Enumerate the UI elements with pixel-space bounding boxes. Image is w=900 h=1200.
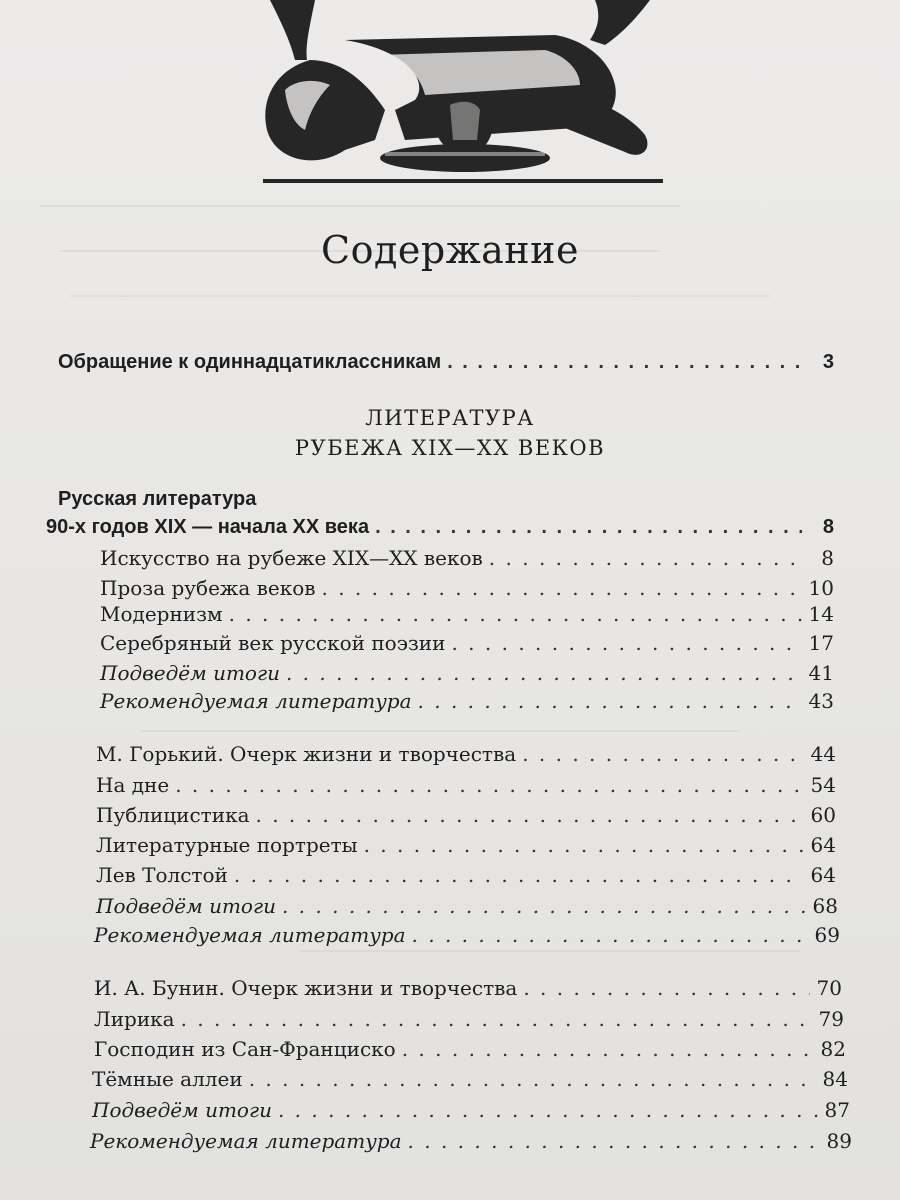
- toc-entry-page: 44: [810, 742, 836, 766]
- scroll-quill-illustration: [255, 0, 665, 192]
- dot-leader: [375, 514, 802, 540]
- toc-entry-label: Тёмные аллеи: [92, 1067, 243, 1091]
- toc-entry[interactable]: [96, 802, 836, 828]
- toc-entry-page: 43: [808, 689, 834, 713]
- toc-entry[interactable]: [94, 922, 840, 948]
- toc-entry-page: 79: [818, 1007, 844, 1031]
- toc-entry-label: Подведём итоги: [96, 894, 276, 918]
- dot-leader: [402, 1036, 814, 1062]
- toc-entry-page: 60: [810, 803, 836, 827]
- toc-entry-label: Господин из Сан-Франциско: [94, 1037, 396, 1061]
- dot-leader: [229, 601, 802, 627]
- dot-leader: [447, 349, 802, 375]
- toc-entry[interactable]: [46, 514, 834, 540]
- toc-entry-label: Серебряный век русской поэзии: [100, 631, 446, 655]
- dot-leader: [523, 975, 810, 1001]
- toc-entry-page: 64: [810, 833, 836, 857]
- dot-leader: [249, 1066, 816, 1092]
- toc-entry-label: М. Горький. Очерк жизни и творчества: [96, 742, 517, 766]
- toc-entry-page: 82: [820, 1037, 846, 1061]
- toc-entry-label: Лирика: [94, 1007, 175, 1031]
- toc-entry-page: 8: [822, 516, 834, 538]
- toc-entry-label: На дне: [96, 773, 170, 797]
- dot-leader: [489, 545, 802, 571]
- section-heading-line2: РУБЕЖА XIX—XX ВЕКОВ: [294, 436, 606, 460]
- toc-entry-page: 68: [812, 894, 838, 918]
- toc-entry-page: 89: [826, 1129, 852, 1153]
- dot-leader: [286, 660, 802, 686]
- toc-entry-page: 8: [821, 546, 834, 570]
- toc-entry-label: Рекомендуемая литература: [94, 923, 406, 947]
- toc-entry-label: Литературные портреты: [96, 833, 358, 857]
- dot-leader: [175, 772, 804, 798]
- toc-entry-label: Подведём итоги: [100, 661, 280, 685]
- dot-leader: [282, 893, 806, 919]
- toc-entry[interactable]: [58, 349, 834, 375]
- dot-leader: [412, 922, 808, 948]
- toc-entry-page: 87: [824, 1098, 850, 1122]
- dot-leader: [181, 1006, 812, 1032]
- dot-leader: [522, 741, 804, 767]
- dot-leader: [364, 832, 804, 858]
- toc-entry-page: 10: [808, 576, 834, 600]
- dot-leader: [322, 575, 803, 601]
- toc-entry-label: Рекомендуемая литература: [100, 689, 412, 713]
- dot-leader: [418, 688, 802, 714]
- toc-entry[interactable]: [96, 741, 836, 767]
- toc-entry[interactable]: [100, 601, 834, 627]
- toc-entry-page: 54: [810, 773, 836, 797]
- toc-entry[interactable]: [92, 1066, 848, 1092]
- toc-entry-label: Рекомендуемая литература: [90, 1129, 402, 1153]
- toc-entry[interactable]: [100, 545, 834, 571]
- toc-entry-page: 41: [808, 661, 834, 685]
- toc-entry-page: 17: [808, 631, 834, 655]
- toc-entry[interactable]: [96, 832, 836, 858]
- toc-entry[interactable]: [96, 862, 836, 888]
- toc-entry-label: Проза рубежа веков: [100, 576, 316, 600]
- toc-entry[interactable]: [96, 772, 836, 798]
- dot-leader: [278, 1097, 818, 1123]
- toc-entry-page: 3: [822, 351, 834, 373]
- toc-entry[interactable]: [100, 660, 834, 686]
- toc-entry-label: Модернизм: [100, 602, 223, 626]
- section-heading-line1: ЛИТЕРАТУРА: [365, 406, 535, 430]
- toc-entry-page: 64: [810, 863, 836, 887]
- toc-entry[interactable]: [94, 1006, 844, 1032]
- toc-entry[interactable]: [94, 1036, 846, 1062]
- toc-entry-page: 84: [822, 1067, 848, 1091]
- dot-leader: [234, 862, 804, 888]
- toc-entry-label: И. А. Бунин. Очерк жизни и творчества: [94, 976, 518, 1000]
- toc-entry[interactable]: [90, 1128, 852, 1154]
- toc-entry[interactable]: [100, 630, 834, 656]
- toc-entry[interactable]: [96, 893, 838, 919]
- toc-entry[interactable]: [100, 575, 834, 601]
- toc-entry-label: Лев Толстой: [96, 863, 228, 887]
- toc-entry-page: 69: [814, 923, 840, 947]
- dot-leader: [451, 630, 802, 656]
- toc-entry[interactable]: [94, 975, 842, 1001]
- part-heading: Русская литература: [58, 488, 257, 510]
- toc-entry-label: Обращение к одиннадцатиклассникам: [58, 351, 442, 373]
- page-title: Содержание: [321, 228, 579, 272]
- toc-entry-label: Публицистика: [96, 803, 250, 827]
- toc-entry-label: Искусство на рубеже XIX—XX веков: [100, 546, 483, 570]
- dot-leader: [408, 1128, 820, 1154]
- toc-entry-label: 90-х годов XIX — начала XX века: [46, 516, 370, 538]
- toc-entry-label: Подведём итоги: [92, 1098, 272, 1122]
- toc-entry[interactable]: [100, 688, 834, 714]
- toc-entry-page: 14: [808, 602, 834, 626]
- dot-leader: [256, 802, 805, 828]
- toc-entry-page: 70: [816, 976, 842, 1000]
- toc-entry[interactable]: [92, 1097, 850, 1123]
